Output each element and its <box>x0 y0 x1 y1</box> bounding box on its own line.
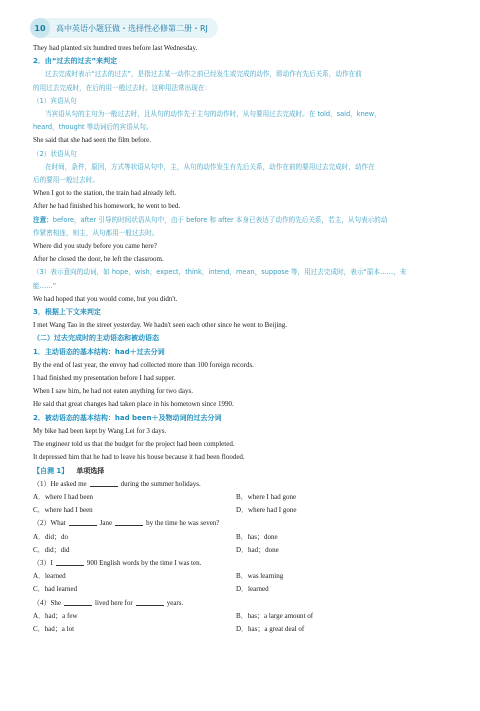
question-text: during the summer holidays. <box>120 479 201 488</box>
text-line: 过去完成时表示“过去的过去”，是指过去某一动作之前已经发生或完成的动作，即动作有先后关系，动作在前 <box>45 70 362 79</box>
text-line: Where did you study before you came here? <box>33 242 157 251</box>
text-line: He said that great changes had taken place in his hometown since 1990. <box>33 400 234 409</box>
question-text: by the time he was seven? <box>146 519 220 528</box>
answer-option: B．has；done <box>236 532 278 541</box>
text-line: 当宾语从句的主句为一般过去时，且从句的动作先于主句的动作时，从句要用过去完成时。在 told，said，knew， <box>45 110 381 119</box>
page-content <box>33 42 451 636</box>
answer-option: C．had；a lot <box>33 624 75 633</box>
answer-option: A．where I had been <box>33 492 94 501</box>
book-title: 高中英语小题狂做・选择性必修第二册・RJ <box>56 23 208 33</box>
answer-option: C．did；did <box>33 545 70 554</box>
answer-blank <box>64 598 92 606</box>
question-stem <box>33 517 451 530</box>
exercise-tag: 【自测 1】 <box>33 466 69 475</box>
text-line: She said that she had seen the film before. <box>33 136 151 145</box>
question-stem <box>33 478 451 491</box>
section-heading: （二）过去完成时的主动语态和被动语态 <box>33 334 159 343</box>
text-line: The engineer told us that the budget for the project had been completed. <box>33 440 235 449</box>
note-text: before，after 引导的时间状语从句中，由于 before 和 after 本身已表达了动作的先后关系，若主，从句表示的动 <box>52 215 388 224</box>
text-line: After he closed the door, he left the classroom. <box>33 255 164 264</box>
options-row <box>33 610 451 623</box>
answer-blank <box>136 598 164 606</box>
text-line: （1）宾语从句 <box>33 96 77 105</box>
options-row <box>33 583 451 596</box>
question-text: （2）What <box>33 519 66 528</box>
text-line: I met Wang Tao in the street yesterday. We hadn't seen each other since he went to Beijing. <box>33 321 288 330</box>
text-line: 的用过去完成时，在后的用一般过去时。这种用法常出现在： <box>33 83 212 92</box>
answer-option: C．where had I been <box>33 506 93 515</box>
answer-blank <box>115 518 143 526</box>
question-stem <box>33 557 451 570</box>
answer-option: D．where had I gone <box>236 506 297 515</box>
text-line: 能……” <box>33 281 57 290</box>
answer-option: B．has；a large amount of <box>236 611 314 620</box>
question-text: 900 English words by the time I was ten. <box>86 558 202 567</box>
answer-option: A．had；a few <box>33 611 78 620</box>
options-row <box>33 544 451 557</box>
answer-option: D．had；done <box>236 545 279 554</box>
section-heading: 3．根据上下文来判定 <box>33 308 101 317</box>
options-row <box>33 570 451 583</box>
answer-option: B．where I had gone <box>236 492 297 501</box>
options-row <box>33 531 451 544</box>
section-heading: 2．由“过去的过去”来判定 <box>33 57 118 66</box>
text-line: By the end of last year, the envoy had collected more than 100 foreign records. <box>33 360 254 369</box>
text-line: （3）表示意向的动词，如 hope，wish，expect，think，intend，mean，suppose 等，用过去完成时，表示“原本……，未 <box>33 268 407 277</box>
text-line: They had planted six hundred trees before last Wednesday. <box>33 44 198 52</box>
text-line: （2）状语从句 <box>33 149 77 158</box>
question-text: Jane <box>99 519 113 528</box>
answer-option: A．learned <box>33 572 66 581</box>
text-line: When I saw him, he had not eaten anything for two days. <box>33 387 193 396</box>
answer-option: D．learned <box>236 585 269 594</box>
answer-option: A．did；do <box>33 532 68 541</box>
text-line: 在时间，条件，原因，方式等状语从句中，主，从句的动作发生有先后关系，动作在前的要用过去完成时，动作在 <box>45 162 375 171</box>
text-line: When I got to the station, the train had already left. <box>33 189 177 198</box>
answer-blank <box>56 558 84 566</box>
question-text: （3）I <box>33 558 53 567</box>
answer-option: D．has；a great deal of <box>236 624 305 633</box>
exercise-header <box>33 465 451 478</box>
page-header <box>30 18 218 38</box>
text-line: We had hoped that you would come, but you didn't. <box>33 294 178 303</box>
question-text: lived here for <box>95 598 133 607</box>
answer-blank <box>90 479 118 487</box>
text-line: heard，thought 等动词后的宾语从句。 <box>33 123 153 132</box>
answer-option: C．had learned <box>33 585 78 594</box>
text-line: 作紧密相连，则主，从句都用一般过去时。 <box>33 228 159 237</box>
page-number: 10 <box>30 18 50 38</box>
exercise-title: 单项选择 <box>76 466 105 475</box>
text-line: 后的要用一般过去时。 <box>33 176 99 185</box>
text-line <box>33 214 451 227</box>
options-row <box>33 623 451 636</box>
answer-option: B．was learning <box>236 572 284 581</box>
question-text: （1）He asked me <box>33 479 87 488</box>
options-row <box>33 504 451 517</box>
text-line: I had finished my presentation before I had supper. <box>33 374 176 383</box>
text-line: My bike had been kept by Wang Lei for 3 days. <box>33 426 167 435</box>
text-line: After he had finished his homework, he went to bed. <box>33 202 181 211</box>
text-line: It depressed him that he had to leave his house because it had been flooded. <box>33 453 245 462</box>
question-text: （4）She <box>33 598 61 607</box>
section-heading: 1．主动语态的基本结构：had＋过去分词 <box>33 347 165 356</box>
section-heading: 2．被动语态的基本结构：had been＋及物动词的过去分词 <box>33 413 222 422</box>
answer-blank <box>69 518 97 526</box>
options-row <box>33 491 451 504</box>
question-stem <box>33 597 451 610</box>
question-text: years. <box>166 598 184 607</box>
note-label: 注意： <box>33 215 53 224</box>
